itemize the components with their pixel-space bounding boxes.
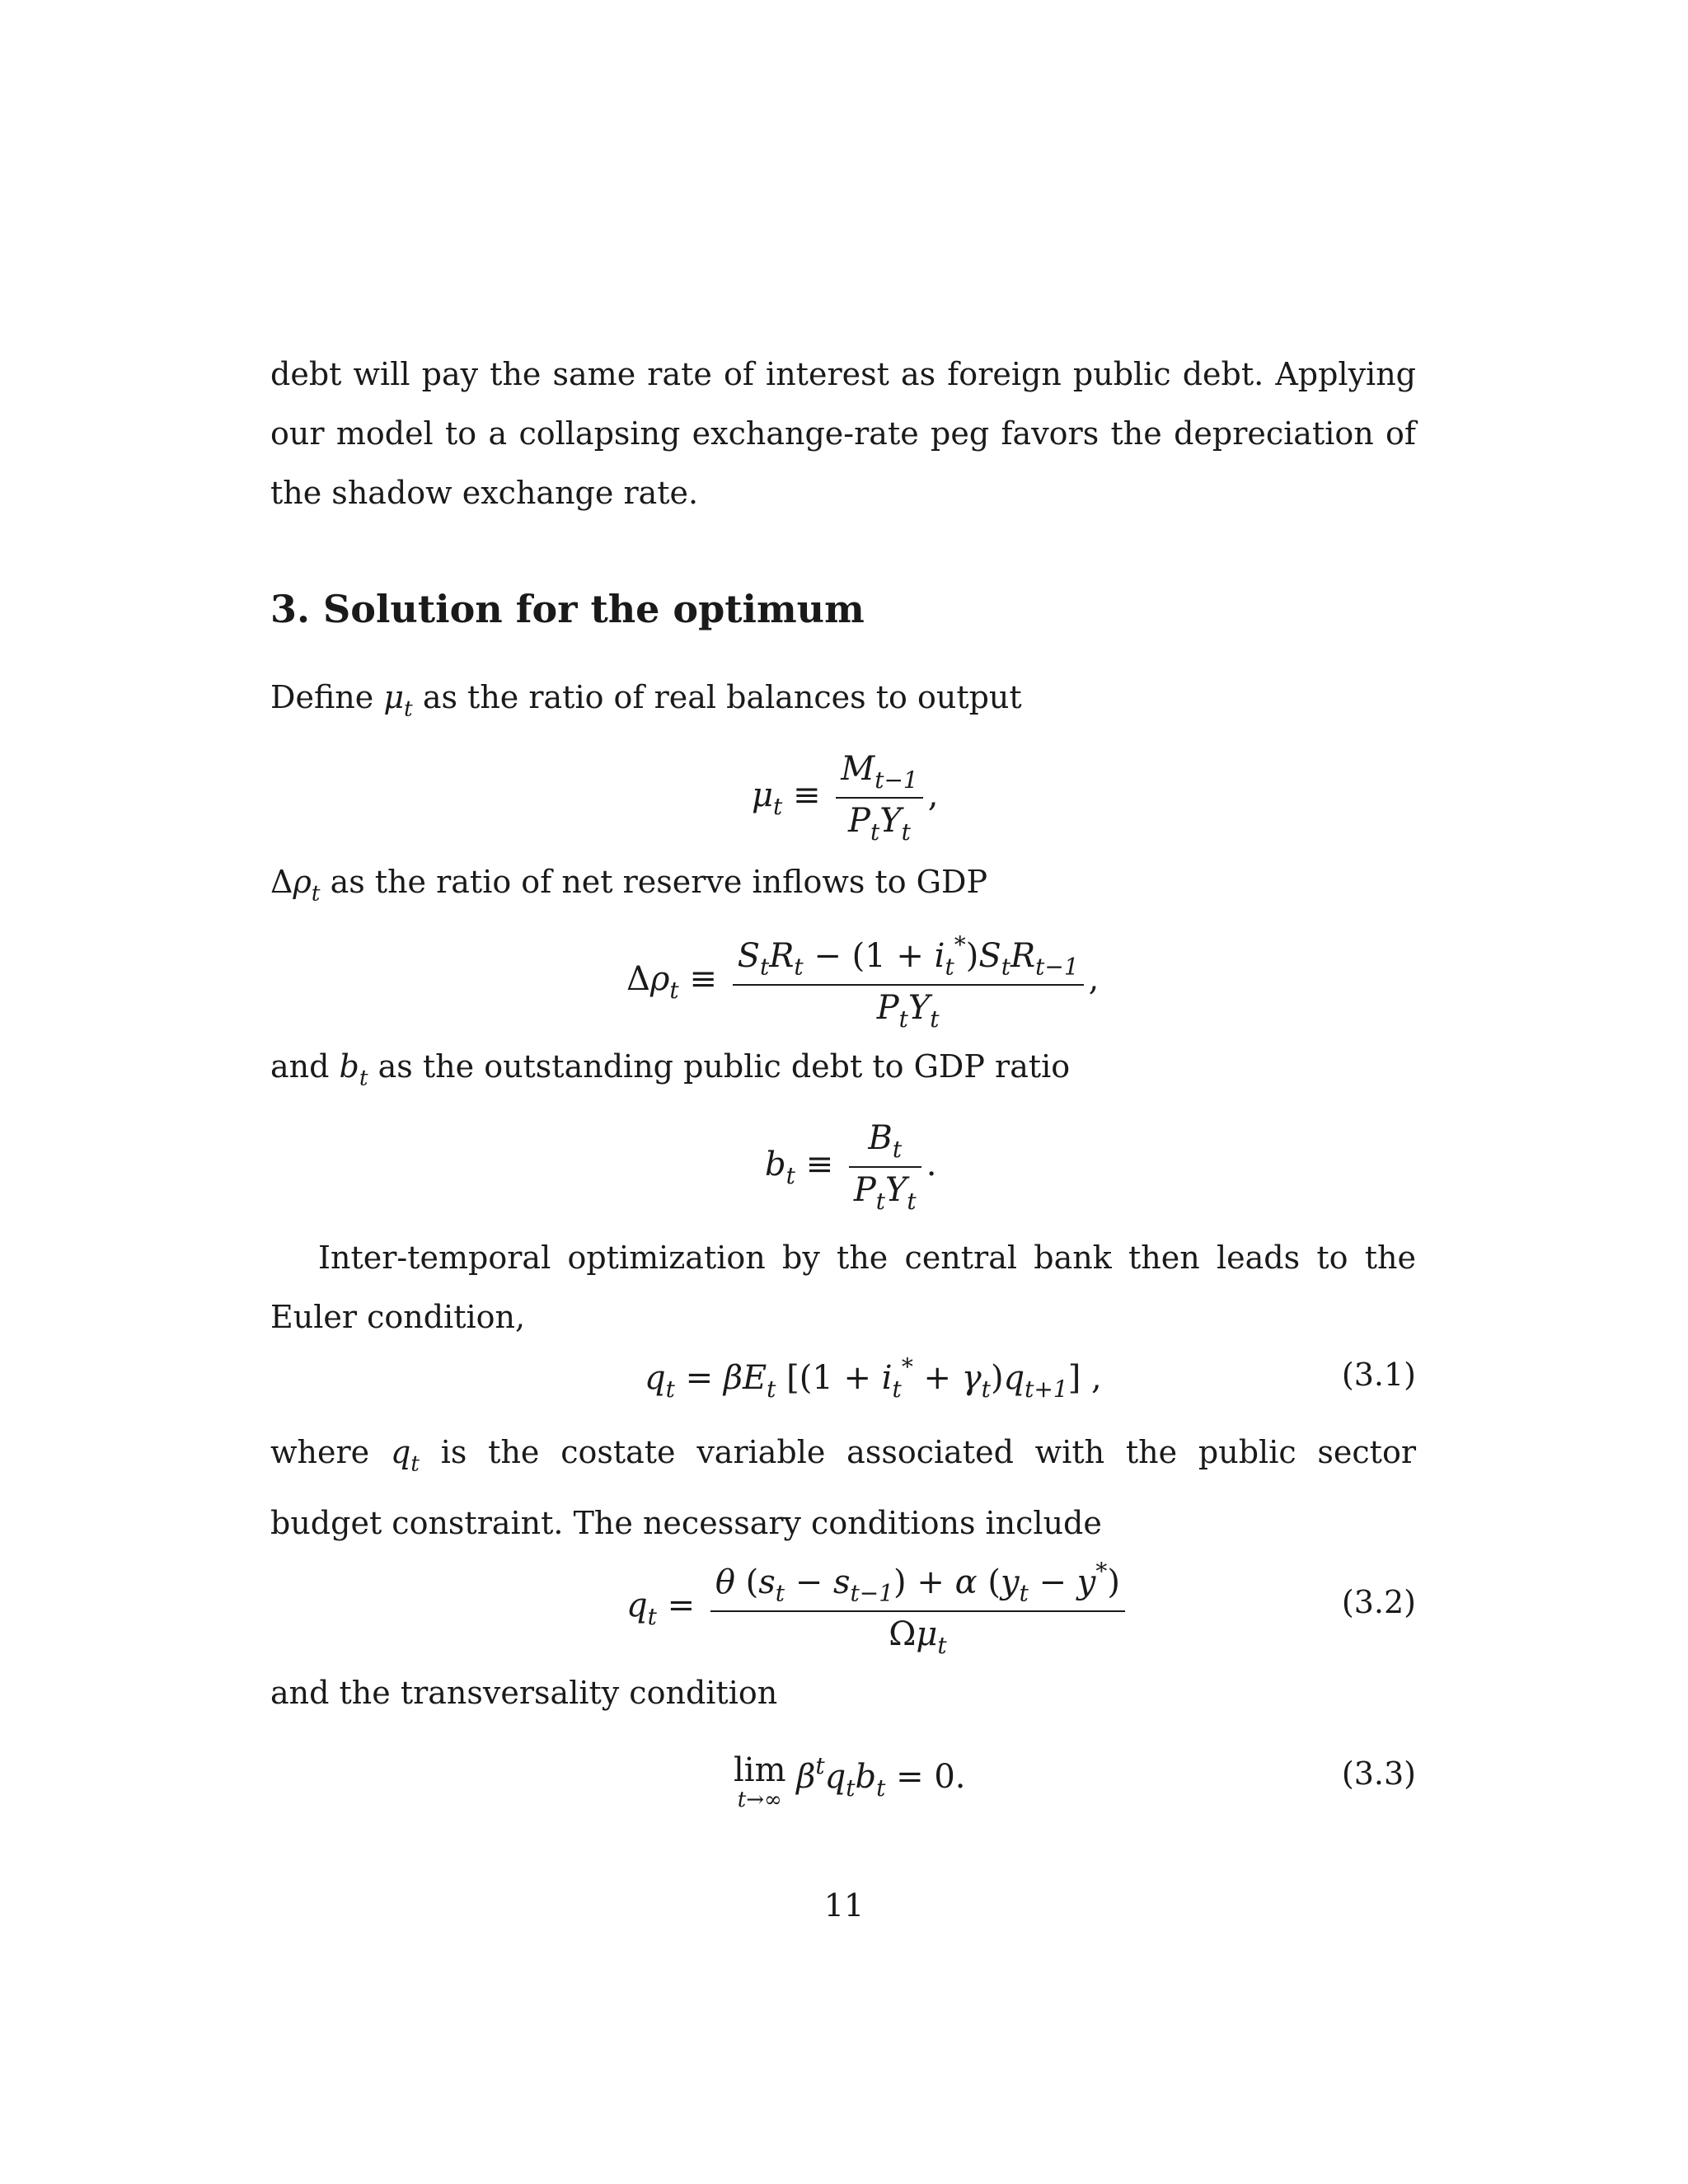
section-heading: 3. Solution for the optimum: [270, 587, 865, 631]
equation-necessary: $q_t$ = $\frac{\theta (s_t - s_{t-1}) + \alpha (y_t - y^*)}{\Omega\mu_t}$: [626, 1558, 1130, 1658]
equation-euler: $q_t = \beta E_t$ $[(1 + i_t^* + \gamma_t)q_{t+1}]$ ,: [645, 1353, 1102, 1403]
equation-rho: $\Delta\rho_t$ ≡ $\frac{S_tR_t - (1 + i_t^*)S_tR_{t-1}}{P_tY_t}$ ,: [626, 931, 1100, 1033]
equation-number-3: (3.3): [1341, 1755, 1416, 1792]
paragraph-costate: [270, 1422, 1416, 1553]
equation-number-2: (3.2): [1341, 1584, 1416, 1620]
definition-mu-before: Define: [270, 679, 384, 715]
equation-mu: $\mu_t$ ≡ $\frac{M_{t-1}}{P_tY_t}$ ,: [752, 750, 939, 846]
rho-symbol: $\Delta\rho_t$: [270, 864, 321, 907]
costate-after: is the costate variable associated with the public sector budget constraint. The necessary conditions include: [270, 1434, 1416, 1542]
equation-number-1: (3.1): [1341, 1357, 1416, 1393]
q-symbol: $q_t$: [390, 1434, 420, 1477]
definition-b-line: [270, 1047, 1070, 1098]
b-symbol: $b_t$: [339, 1048, 368, 1091]
equation-transversality: lim t→∞ $\beta^tq_tb_t = 0$.: [734, 1751, 966, 1812]
paragraph-intro: debt will pay the same rate of interest as foreign public debt. Applying our model to a collapsing exchange-rate peg favors the depreciation of the shadow exchange rate.: [270, 356, 1416, 511]
costate-before: where: [270, 1434, 391, 1470]
definition-b-after: as the outstanding public debt to GDP ratio: [368, 1048, 1071, 1085]
paragraph-transversality: and the transversality condition: [270, 1675, 778, 1711]
mu-symbol: $\mu_t$: [383, 679, 413, 722]
paragraph-euler: Inter-temporal optimization by the central bank then leads to the Euler condition,: [270, 1240, 1416, 1335]
definition-mu-after: as the ratio of real balances to output: [412, 679, 1022, 715]
equation-b: $b_t$ ≡ $\frac{B_t}{P_tY_t}$ .: [765, 1119, 937, 1215]
definition-rho-after: as the ratio of net reserve inflows to GDP: [320, 864, 988, 900]
page-number: 11: [823, 1887, 865, 1924]
definition-b-before: and: [270, 1048, 340, 1085]
definition-rho-line: [270, 862, 987, 913]
definition-mu-line: [270, 677, 1022, 729]
